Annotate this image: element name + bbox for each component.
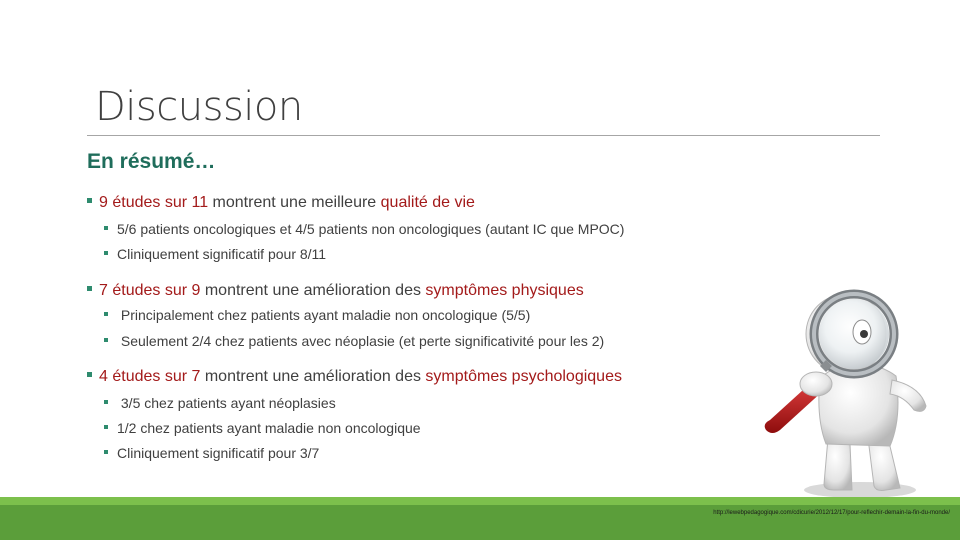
bullet-sub-text: Seulement 2/4 chez patients avec néoplasie (et perte significativité pour les 2) <box>117 333 605 349</box>
title-divider <box>87 135 880 136</box>
square-bullet-icon <box>104 251 108 255</box>
highlight-count: 4 études sur 7 <box>99 368 201 385</box>
square-bullet-icon <box>87 198 92 203</box>
square-bullet-icon <box>87 286 92 291</box>
highlight-count: 9 études sur 11 <box>99 194 209 211</box>
bullet-sub <box>104 333 604 349</box>
highlight-outcome: symptômes physiques <box>425 282 584 299</box>
bullet-sub-text: Cliniquement significatif pour 3/7 <box>117 445 320 461</box>
square-bullet-icon <box>104 226 108 230</box>
bullet-sub-text: 3/5 chez patients ayant néoplasies <box>117 395 336 411</box>
bullet-main-2 <box>87 282 584 300</box>
square-bullet-icon <box>87 372 92 377</box>
bullet-sub <box>104 445 319 461</box>
bullet-main-1 <box>87 194 475 212</box>
bullet-sub <box>104 246 326 262</box>
bullet-text: montrent une meilleure <box>208 194 381 211</box>
section-heading: En résumé… <box>87 150 216 173</box>
bullet-sub <box>104 420 421 436</box>
bullet-main-3 <box>87 368 622 386</box>
bullet-sub <box>104 307 530 323</box>
square-bullet-icon <box>104 338 108 342</box>
slide-title: Discussion <box>95 84 303 130</box>
bullet-text: montrent une amélioration des <box>200 282 426 299</box>
bullet-sub-text: 1/2 chez patients ayant maladie non oncologique <box>117 420 421 436</box>
magnifying-glass-figure-icon <box>750 268 950 505</box>
square-bullet-icon <box>104 312 108 316</box>
bullet-sub <box>104 221 624 237</box>
image-credit-link[interactable]: http://lewebpedagogique.com/cdicurie/2012/12/17/pour-reflechir-demain-la-fin-du-monde/ <box>713 510 950 516</box>
footer-bar-highlight <box>0 497 960 505</box>
highlight-outcome: qualité de vie <box>380 194 475 211</box>
square-bullet-icon <box>104 425 108 429</box>
square-bullet-icon <box>104 450 108 454</box>
bullet-sub <box>104 395 336 411</box>
highlight-count: 7 études sur 9 <box>99 282 201 299</box>
bullet-sub-text: Cliniquement significatif pour 8/11 <box>117 246 327 262</box>
bullet-text: montrent une amélioration des <box>200 368 426 385</box>
bullet-sub-text: 5/6 patients oncologiques et 4/5 patients non oncologiques (autant IC que MPOC) <box>117 221 625 237</box>
square-bullet-icon <box>104 400 108 404</box>
highlight-outcome: symptômes psychologiques <box>425 368 622 385</box>
bullet-sub-text: Principalement chez patients ayant maladie non oncologique (5/5) <box>117 307 531 323</box>
